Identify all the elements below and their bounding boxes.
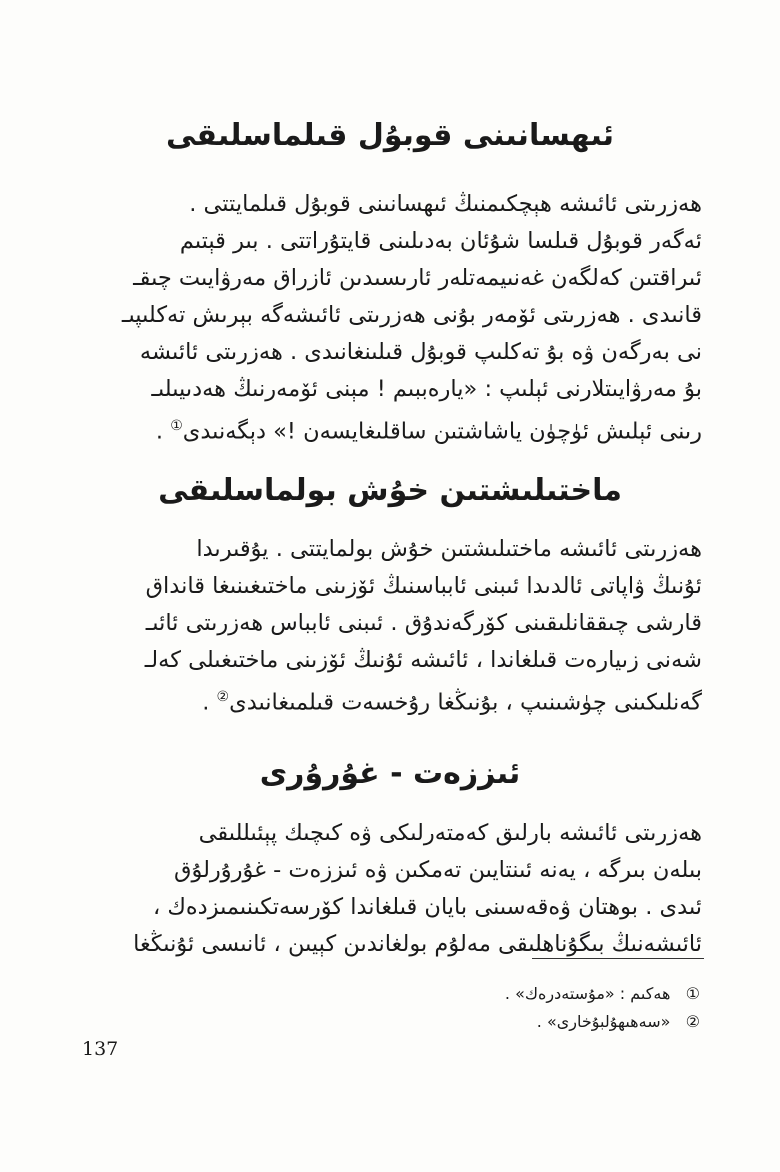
section-title-2: ماختىلىشتىن خۇش بولماسلىقى bbox=[158, 473, 622, 508]
text-line: ئائىشەنىڭ بىگۇناھلىقى مەلۇم بولغاندىن كېيىن ، ئانىسى ئۇنىڭغا bbox=[133, 931, 702, 957]
text-line: قارشى چىققانلىقىنى كۆرگەندۇق . ئىبنى ئابباس ھەزرىتى ئائىـ bbox=[145, 610, 702, 636]
text-line: نى بەرگەن ۋە بۇ تەكلىپ قوبۇل قىلىنغانىدى . ھەزرىتى ئائىشە bbox=[139, 339, 702, 365]
text-line: ئەگەر قوبۇل قىلسا شۇئان بەدىلىنى قايتۇراتتى . بىر قېتىم bbox=[179, 228, 702, 254]
footnote-number: ② bbox=[685, 1012, 700, 1031]
paragraph-3 bbox=[80, 815, 702, 963]
text-line: ھەزرىتى ئائىشە بارلىق كەمتەرلىكى ۋە كىچىك پېئىللىقى bbox=[198, 820, 702, 846]
section-title-3: ئىززەت - غۇرۇرى bbox=[259, 756, 521, 791]
text-line: ئىراقتىن كەلگەن غەنىيمەتلەر ئارىسىدىن ئازراق مەرۋايىت چىقـ bbox=[133, 265, 702, 291]
section-title-1: ئىھسانىنى قوبۇل قىلماسلىقى bbox=[165, 118, 615, 153]
footnote-divider bbox=[532, 958, 704, 959]
footnote-item bbox=[380, 1008, 700, 1036]
paragraph-1 bbox=[80, 186, 702, 445]
text-line-last bbox=[80, 408, 702, 445]
text-line-content: رىنى ئېلىش ئۈچۈن ياشاشتىن ساقلىغايسەن !» دېگەنىدى bbox=[182, 418, 702, 445]
text-line: ئىدى . بوھتان ۋەقەسىنى بايان قىلغاندا كۆرسەتكىنىمىزدەك ، bbox=[152, 894, 702, 920]
footnote-marker: ① bbox=[170, 418, 183, 434]
text-line: ھەزرىتى ئائىشە ھېچكىمنىڭ ئىھسانىنى قوبۇل قىلمايتتى . bbox=[189, 191, 702, 217]
text-line: بۇ مەرۋايىتلارنى ئېلىپ : «يارەببىم ! مېنى ئۆمەرنىڭ ھەدىيىلىـ bbox=[151, 376, 702, 402]
footnote-number: ① bbox=[685, 984, 700, 1003]
text-line-content: گەنلىكىنى چۈشىنىپ ، بۇنىڭغا رۇخسەت قىلمىغانىدى bbox=[229, 689, 702, 716]
sentence-end: . bbox=[202, 689, 217, 716]
paragraph-2 bbox=[80, 531, 702, 716]
footnote-text: ھەكىم : «مۇستەدرەك» . bbox=[504, 984, 671, 1003]
page-number: 137 bbox=[82, 1038, 119, 1060]
text-line: قانىدى . ھەزرىتى ئۆمەر بۇنى ھەزرىتى ئائىشەگە بېرىش تەكلىپىـ bbox=[121, 302, 702, 328]
text-line: ئۇنىڭ ۋاپاتى ئالدىدا ئىبنى ئابباسنىڭ ئۆزىنى ماختىغىنىغا قانداق bbox=[145, 573, 702, 599]
text-line: ھەزرىتى ئائىشە ماختىلىشتىن خۇش بولمايتتى . يۇقىرىدا bbox=[196, 536, 702, 562]
sentence-end: . bbox=[155, 418, 171, 445]
footnote-item bbox=[380, 980, 700, 1008]
text-line: بىلەن بىرگە ، يەنە ئىنتايىن تەمكىن ۋە ئىززەت - غۇرۇرلۇق bbox=[174, 857, 702, 883]
text-line: شەنى زىيارەت قىلغاندا ، ئائىشە ئۇنىڭ ئۆزىنى ماختىغىلى كەلـ bbox=[144, 647, 702, 673]
text-line-last bbox=[80, 679, 702, 716]
footnote-text: «سەھىھۇلبۇخارى» . bbox=[536, 1012, 671, 1031]
footnote-marker: ② bbox=[216, 689, 230, 705]
footnotes bbox=[380, 980, 700, 1036]
